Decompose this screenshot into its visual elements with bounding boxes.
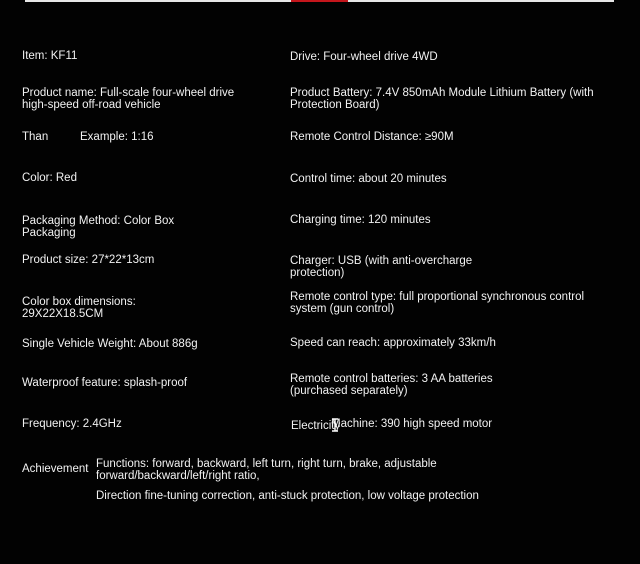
spec-charger-line1: Charger: USB (with anti-overcharge [290,255,473,267]
spec-charger-line2: protection) [290,267,345,279]
spec-than-label: Than [22,131,49,143]
text-cursor-icon [331,418,339,432]
spec-product-name-line1: Product name: Full-scale four-wheel drive [22,87,235,99]
spec-drive: Drive: Four-wheel drive 4WD [290,51,438,63]
spec-box-dimensions-line1: Color box dimensions: [22,296,136,308]
spec-scale-example: Example: 1:16 [80,131,154,143]
spec-achievement-label: Achievement [22,463,89,475]
spec-remote-batteries-line2: (purchased separately) [290,385,408,397]
spec-box-dimensions-line2: 29X22X18.5CM [22,308,104,320]
spec-remote-type-line2: system (gun control) [290,303,395,315]
spec-item: Item: KF11 [22,50,78,62]
top-divider [25,0,614,2]
spec-packaging-line2: Packaging [22,227,76,239]
spec-control-time: Control time: about 20 minutes [290,173,447,185]
top-divider-accent [291,0,348,2]
spec-functions-line3: Direction fine-tuning correction, anti-stuck protection, low voltage protection [96,490,479,502]
spec-remote-type-line1: Remote control type: full proportional synchronous control [290,291,585,303]
spec-packaging-line1: Packaging Method: Color Box [22,215,175,227]
spec-remote-batteries-line1: Remote control batteries: 3 AA batteries [290,373,493,385]
spec-functions-line2: forward/backward/left/right ratio, [96,470,260,482]
spec-charging-time: Charging time: 120 minutes [290,214,431,226]
spec-motor: Machine: 390 high speed motor [331,418,493,430]
spec-color: Color: Red [22,172,77,184]
spec-speed: Speed can reach: approximately 33km/h [290,337,496,349]
spec-functions-line1: Functions: forward, backward, left turn, right turn, brake, adjustable [96,458,437,470]
spec-product-size: Product size: 27*22*13cm [22,254,155,266]
spec-waterproof: Waterproof feature: splash-proof [22,377,188,389]
spec-frequency: Frequency: 2.4GHz [22,418,122,430]
spec-product-name-line2: high-speed off-road vehicle [22,99,161,111]
spec-battery-line2: Protection Board) [290,99,380,111]
spec-battery-line1: Product Battery: 7.4V 850mAh Module Lithium Battery (with [290,87,594,99]
spec-electricity-label: Electricity [291,420,341,432]
spec-remote-distance: Remote Control Distance: ≥90M [290,131,454,143]
spec-weight: Single Vehicle Weight: About 886g [22,338,198,350]
